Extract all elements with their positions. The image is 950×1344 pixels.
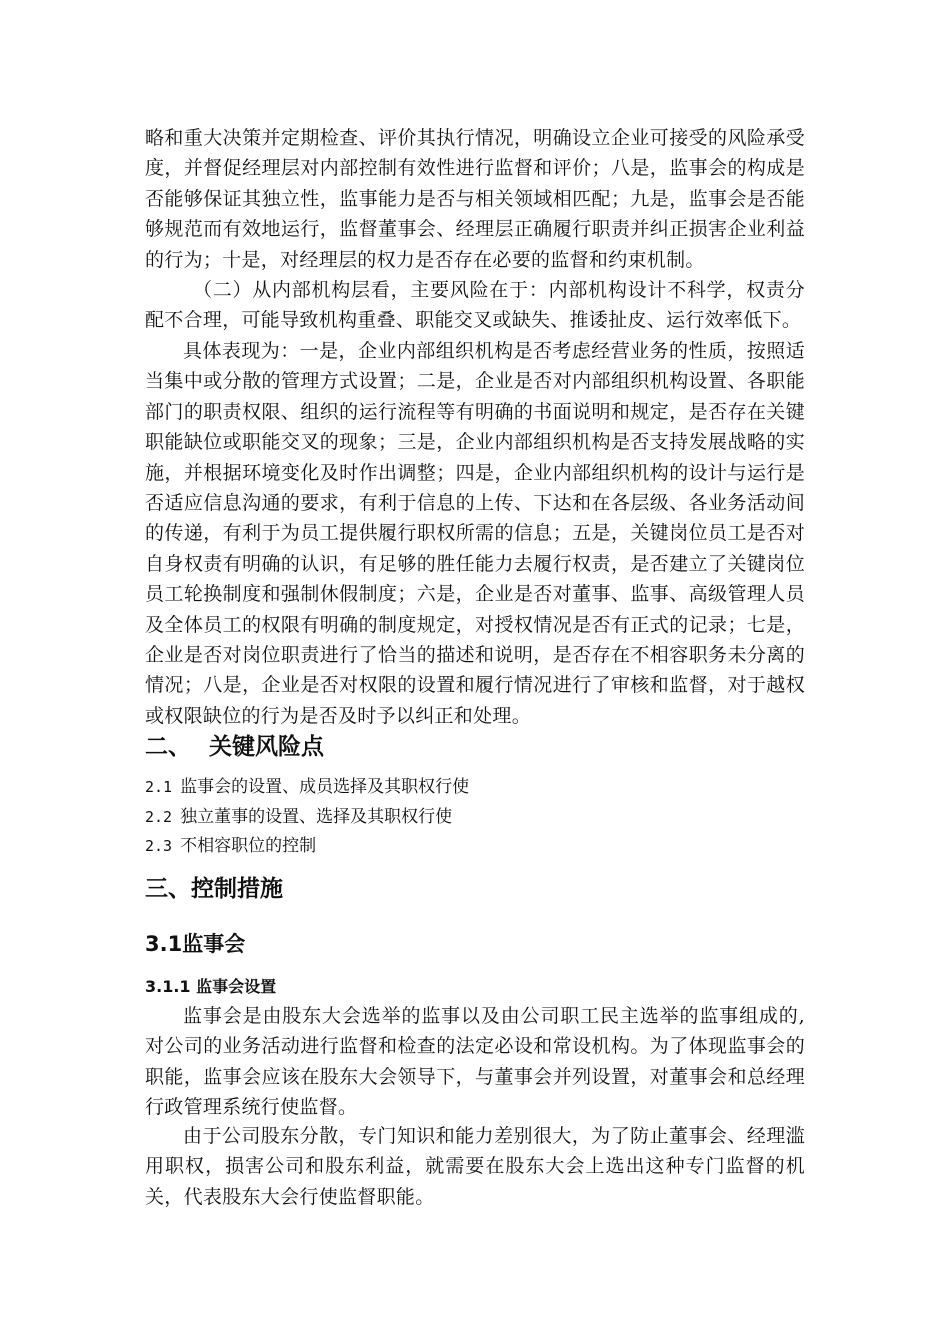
subsubsection-heading-board-setup: 3.1.1 监事会设置: [145, 977, 277, 996]
subsection-heading-supervisory-board: 3.1监事会: [145, 932, 246, 956]
section-heading-key-risks: [145, 732, 324, 762]
list-item-number: 2.2: [145, 807, 173, 826]
paragraph-specific-manifestations: 具体表现为：一是，企业内部组织机构是否考虑经营业务的性质，按照适当集中或分散的管理方式设置；二是，企业是否对内部组织机构设置、各职能部门的职责权限、组织的运行流程等有明确的书面说明和规定，是否存在关键职能缺位或职能交叉的现象；三是，企业内部组织机构是否支持发展战略的实施，并根据环境变化及时作出调整；四是，企业内部组织机构的设计与运行是否适应信息沟通的要求，有利于信息的上传、下达和在各层级、各业务活动间的传递，有利于为员工提供履行职权所需的信息；五是，关键岗位员工是否对自身权责有明确的认识，有足够的胜任能力去履行权责，是否建立了关键岗位员工轮换制度和强制休假制度；六是，企业是否对董事、监事、高级管理人员及全体员工的权限有明确的制度规定，对授权情况是否有正式的记录；七是，企业是否对岗位职责进行了恰当的描述和说明，是否存在不相容职务未分离的情况；八是，企业是否对权限的设置和履行情况进行了审核和监督，对于越权或权限缺位的行为是否及时予以纠正和处理。: [145, 340, 805, 727]
paragraph-board-definition: 监事会是由股东大会选举的监事以及由公司职工民主选举的监事组成的,对公司的业务活动进行监督和检查的法定必设和常设机构。为了体现监事会的职能，监事会应该在股东大会领导下，与董事会并列设置，对董事会和总经理行政管理系统行使监督。: [145, 1005, 805, 1119]
list-item: [145, 773, 469, 803]
list-item-number: 2.1: [145, 778, 173, 796]
section-title: 关键风险点: [209, 734, 324, 760]
paragraph-internal-structure-risk: （二）从内部机构层看，主要风险在于：内部机构设计不科学，权责分配不合理，可能导致机构重叠、职能交叉或缺失、推诿扯皮、运行效率低下。: [145, 279, 805, 332]
list-item-number: 2.3: [145, 837, 173, 855]
list-item-text: 独立董事的设置、选择及其职权行使: [180, 806, 453, 827]
list-item: [145, 803, 469, 833]
list-item-text: 监事会的设置、成员选择及其职权行使: [180, 777, 470, 797]
list-item-text: 不相容职位的控制: [180, 836, 317, 856]
list-item: [145, 832, 469, 862]
section-heading-control-measures: 三、控制措施: [145, 876, 283, 902]
section-number: 二、: [145, 734, 191, 760]
paragraph-board-risks-continued: 略和重大决策并定期检查、评价其执行情况，明确设立企业可接受的风险承受度，并督促经理层对内部控制有效性进行监督和评价；八是，监事会的构成是否能够保证其独立性，监事能力是否与相关领域相匹配；九是，监事会是否能够规范而有效地运行，监督董事会、经理层正确履行职责并纠正损害企业利益的行为；十是，对经理层的权力是否存在必要的监督和约束机制。: [145, 127, 805, 271]
key-risk-list: [145, 773, 469, 862]
paragraph-board-purpose: 由于公司股东分散，专门知识和能力差别很大，为了防止董事会、经理滥用职权，损害公司和股东利益，就需要在股东大会上选出这种专门监督的机关，代表股东大会行使监督职能。: [145, 1125, 805, 1208]
